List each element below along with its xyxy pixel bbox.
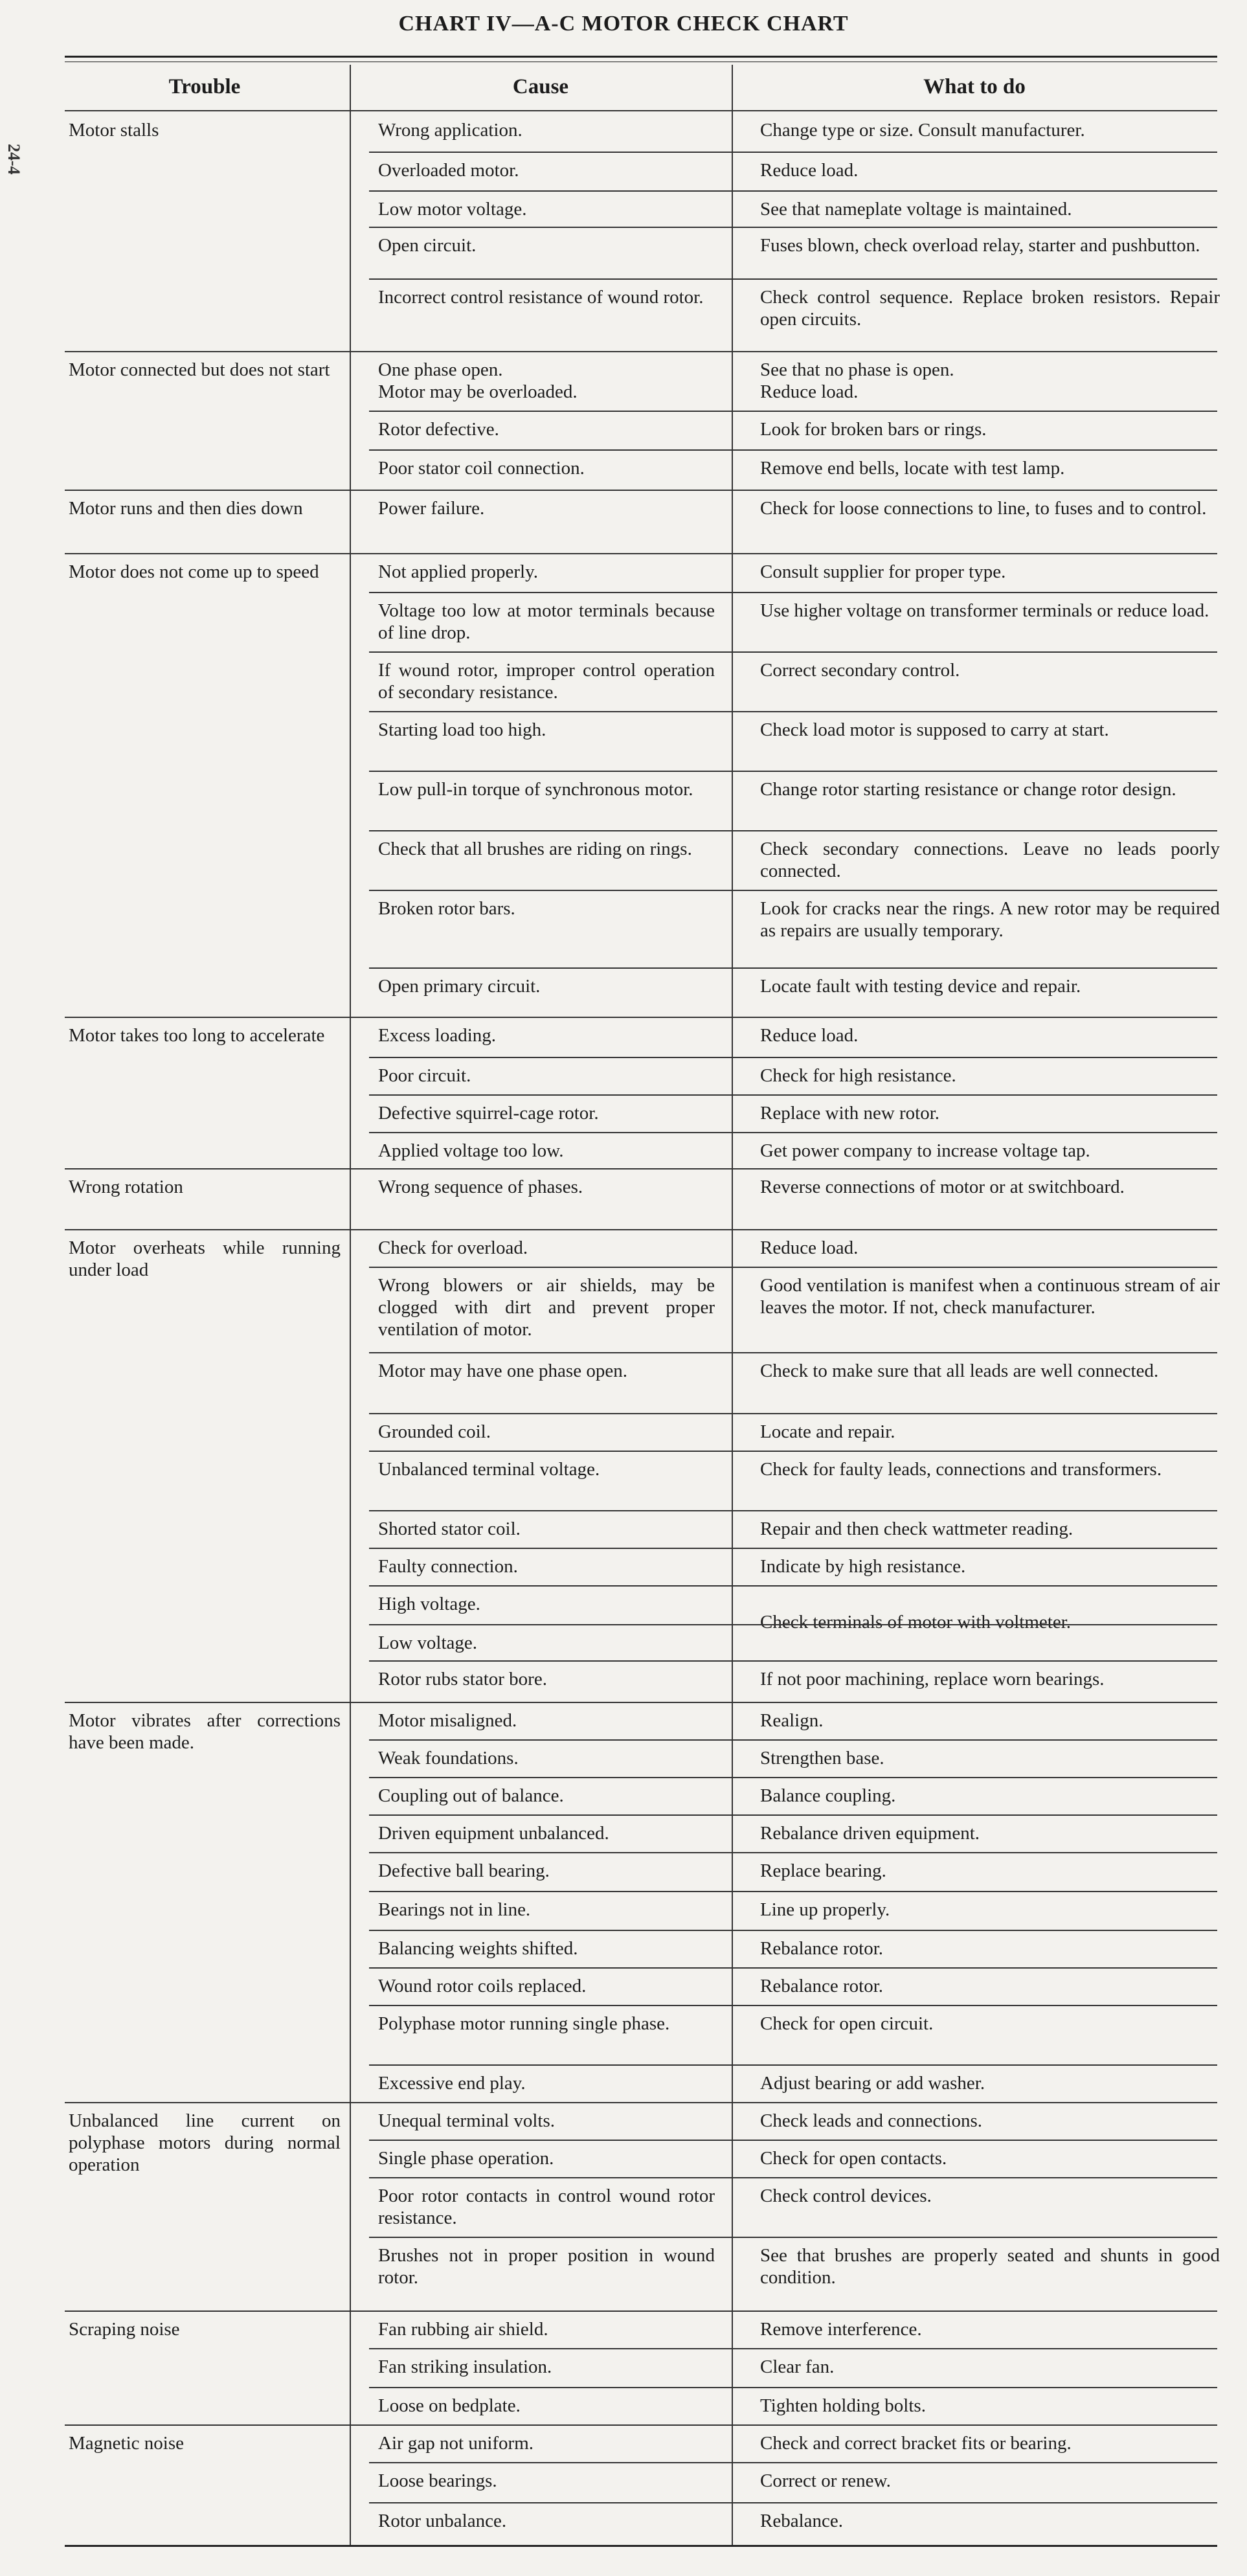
what-to-do-cell: Fuses blown, check overload relay, starter and pushbutton.	[760, 235, 1200, 256]
row-rule	[369, 278, 1217, 280]
row-rule	[369, 1413, 1217, 1414]
what-to-do-cell: Locate fault with testing device and repair.	[760, 976, 1081, 997]
what-to-do-cell: Tighten holding bolts.	[760, 2395, 926, 2416]
what-to-do-cell: Check terminals of motor with voltmeter.	[760, 1612, 1072, 1633]
what-to-do-cell: Check control sequence. Replace broken resistors. Repair open circuits.	[760, 287, 1220, 330]
row-rule	[369, 1624, 1217, 1625]
row-rule	[369, 411, 1217, 412]
row-rule	[369, 1132, 1217, 1133]
what-to-do-cell: Check to make sure that all leads are well connected.	[760, 1361, 1159, 1381]
row-rule	[65, 1229, 1217, 1230]
what-to-do-cell: Check secondary connections. Leave no leads poorly connected.	[760, 839, 1220, 881]
row-rule	[369, 2502, 1217, 2503]
trouble-label: Unbalanced line current on polyphase motors during normal operation	[69, 2110, 341, 2175]
trouble-label: Motor runs and then dies down	[69, 498, 303, 519]
what-to-do-cell: Balance coupling.	[760, 1785, 896, 1806]
what-to-do-cell: Indicate by high resistance.	[760, 1556, 966, 1577]
cause-cell: Single phase operation.	[378, 2148, 554, 2169]
row-rule	[369, 890, 1217, 891]
row-rule	[369, 2348, 1217, 2349]
trouble-label: Motor stalls	[69, 120, 159, 141]
cause-cell: Loose bearings.	[378, 2470, 497, 2491]
what-to-do-cell: Rebalance rotor.	[760, 1976, 884, 1996]
trouble-label: Motor vibrates after corrections have been made.	[69, 1710, 341, 1753]
row-rule	[369, 771, 1217, 772]
cause-cell: Wrong application.	[378, 120, 522, 141]
cause-cell: Defective ball bearing.	[378, 1860, 550, 1881]
row-rule	[65, 490, 1217, 491]
what-to-do-cell: See that brushes are properly seated and shunts in good condition.	[760, 2245, 1220, 2288]
what-to-do-cell: Check for open circuit.	[760, 2013, 934, 2034]
cause-cell: Poor rotor contacts in control wound rotor resistance.	[378, 2186, 715, 2228]
cause-cell: Not applied properly.	[378, 561, 538, 582]
row-rule	[65, 2424, 1217, 2426]
row-rule	[369, 1267, 1217, 1268]
top-rule	[65, 56, 1217, 62]
trouble-label: Motor overheats while running under load	[69, 1237, 341, 1280]
row-rule	[65, 2310, 1217, 2312]
cause-cell: Wrong blowers or air shields, may be clogged with dirt and prevent proper ventilation of motor.	[378, 1275, 715, 1340]
cause-cell: Air gap not uniform.	[378, 2433, 534, 2454]
cause-cell: Wound rotor coils replaced.	[378, 1976, 587, 1996]
row-rule	[369, 152, 1217, 153]
row-rule	[369, 1548, 1217, 1549]
row-rule	[369, 2387, 1217, 2388]
cause-cell: High voltage.	[378, 1594, 480, 1614]
cause-cell: Overloaded motor.	[378, 160, 519, 181]
what-to-do-cell: See that nameplate voltage is maintained.	[760, 199, 1072, 220]
cause-cell: Brushes not in proper position in wound rotor.	[378, 2245, 715, 2288]
cause-cell: Balancing weights shifted.	[378, 1938, 578, 1959]
what-to-do-cell: Remove end bells, locate with test lamp.	[760, 458, 1065, 479]
cause-cell: Broken rotor bars.	[378, 898, 515, 919]
what-to-do-cell: Use higher voltage on transformer terminals or reduce load.	[760, 600, 1209, 621]
what-to-do-cell: Correct secondary control.	[760, 660, 960, 681]
row-rule	[369, 711, 1217, 712]
what-to-do-cell: Change rotor starting resistance or change rotor design.	[760, 779, 1176, 800]
trouble-label: Motor connected but does not start	[69, 359, 330, 380]
cause-cell: Driven equipment unbalanced.	[378, 1823, 609, 1844]
what-to-do-cell: Change type or size. Consult manufacturer.	[760, 120, 1085, 141]
row-rule	[369, 1585, 1217, 1587]
row-rule	[65, 351, 1217, 352]
cause-cell: Coupling out of balance.	[378, 1785, 564, 1806]
what-to-do-cell: Check for loose connections to line, to fuses and to control.	[760, 498, 1207, 519]
trouble-label: Magnetic noise	[69, 2433, 184, 2454]
row-rule	[369, 1094, 1217, 1096]
row-rule	[369, 1739, 1217, 1741]
what-to-do-cell: Realign.	[760, 1710, 824, 1731]
row-rule	[369, 1352, 1217, 1353]
what-to-do-cell: Check for faulty leads, connections and transformers.	[760, 1459, 1162, 1480]
what-to-do-cell: Rebalance driven equipment.	[760, 1823, 980, 1844]
what-to-do-cell: Check load motor is supposed to carry at start.	[760, 719, 1109, 740]
cause-cell: Low motor voltage.	[378, 199, 527, 220]
cause-cell: Unbalanced terminal voltage.	[378, 1459, 600, 1480]
cause-cell: Defective squirrel-cage rotor.	[378, 1103, 599, 1124]
cause-cell: Check for overload.	[378, 1237, 528, 1258]
row-rule	[369, 2177, 1217, 2178]
page-number: 24-4	[5, 144, 23, 175]
cause-cell: Shorted stator coil.	[378, 1519, 521, 1539]
cause-cell: Motor may have one phase open.	[378, 1361, 627, 1381]
what-to-do-cell: Locate and repair.	[760, 1421, 895, 1442]
cause-cell: Low voltage.	[378, 1633, 478, 1653]
what-to-do-cell: Remove interference.	[760, 2319, 922, 2340]
row-rule	[65, 1017, 1217, 1018]
row-rule	[369, 651, 1217, 653]
row-rule	[369, 1814, 1217, 1816]
what-to-do-cell: Repair and then check wattmeter reading.	[760, 1519, 1073, 1539]
cause-cell: Rotor defective.	[378, 419, 499, 440]
column-divider	[350, 65, 351, 2545]
cause-cell: Polyphase motor running single phase.	[378, 2013, 670, 2034]
what-to-do-cell: Reduce load.	[760, 1237, 859, 1258]
cause-cell: Applied voltage too low.	[378, 1140, 564, 1161]
bottom-rule	[65, 2545, 1217, 2547]
what-to-do-cell: Reverse connections of motor or at switchboard.	[760, 1177, 1125, 1197]
row-rule	[369, 2005, 1217, 2006]
what-to-do-cell: Consult supplier for proper type.	[760, 561, 1006, 582]
row-rule	[65, 553, 1217, 554]
column-header-cause: Cause	[512, 75, 569, 98]
what-to-do-cell: Strengthen base.	[760, 1748, 884, 1768]
row-rule	[369, 1930, 1217, 1931]
what-to-do-cell: Reduce load.	[760, 1025, 859, 1046]
cause-cell: Weak foundations.	[378, 1748, 519, 1768]
cause-cell: Low pull-in torque of synchronous motor.	[378, 779, 693, 800]
cause-cell: If wound rotor, improper control operation of secondary resistance.	[378, 660, 715, 703]
cause-cell: Open primary circuit.	[378, 976, 541, 997]
what-to-do-cell: Get power company to increase voltage tap.	[760, 1140, 1090, 1161]
row-rule	[369, 2064, 1217, 2066]
what-to-do-cell: Check control devices.	[760, 2186, 932, 2206]
column-header-what-to-do: What to do	[923, 75, 1026, 98]
row-rule	[369, 1891, 1217, 1892]
cause-cell: Starting load too high.	[378, 719, 546, 740]
cause-cell: Check that all brushes are riding on rings.	[378, 839, 692, 859]
row-rule	[369, 190, 1217, 192]
what-to-do-cell: Correct or renew.	[760, 2470, 891, 2491]
what-to-do-cell: Replace with new rotor.	[760, 1103, 940, 1124]
row-rule	[369, 967, 1217, 969]
cause-cell: Unequal terminal volts.	[378, 2110, 556, 2131]
what-to-do-cell: Check for open contacts.	[760, 2148, 947, 2169]
cause-cell: Poor circuit.	[378, 1065, 471, 1086]
row-rule	[369, 2237, 1217, 2238]
cause-cell: Rotor rubs stator bore.	[378, 1669, 547, 1689]
what-to-do-cell: If not poor machining, replace worn bearings.	[760, 1669, 1105, 1689]
what-to-do-cell: Good ventilation is manifest when a continuous stream of air leaves the motor. If not, check manufacturer.	[760, 1275, 1220, 1318]
what-to-do-cell: Rebalance rotor.	[760, 1938, 884, 1959]
chart-title: CHART IV—A-C MOTOR CHECK CHART	[398, 12, 849, 36]
what-to-do-cell: Check and correct bracket fits or bearing.	[760, 2433, 1072, 2454]
row-rule	[369, 227, 1217, 228]
column-divider	[732, 65, 733, 2545]
cause-cell: Faulty connection.	[378, 1556, 518, 1577]
what-to-do-cell: Replace bearing.	[760, 1860, 886, 1881]
row-rule	[369, 1660, 1217, 1662]
what-to-do-cell: Clear fan.	[760, 2356, 835, 2377]
what-to-do-cell: Check leads and connections.	[760, 2110, 983, 2131]
trouble-label: Wrong rotation	[69, 1177, 183, 1197]
cause-cell: Power failure.	[378, 498, 485, 519]
cause-cell: Wrong sequence of phases.	[378, 1177, 583, 1197]
what-to-do-cell: Check for high resistance.	[760, 1065, 956, 1086]
cause-cell: Fan striking insulation.	[378, 2356, 552, 2377]
cause-cell: Grounded coil.	[378, 1421, 491, 1442]
header-rule	[65, 110, 1217, 111]
row-rule	[369, 1510, 1217, 1511]
what-to-do-cell: Look for broken bars or rings.	[760, 419, 987, 440]
trouble-label: Motor takes too long to accelerate	[69, 1025, 325, 1046]
row-rule	[65, 1168, 1217, 1169]
what-to-do-cell: See that no phase is open. Reduce load.	[760, 359, 954, 402]
row-rule	[369, 1451, 1217, 1452]
cause-cell: Fan rubbing air shield.	[378, 2319, 548, 2340]
cause-cell: Motor misaligned.	[378, 1710, 517, 1731]
what-to-do-cell: Line up properly.	[760, 1899, 890, 1920]
cause-cell: Voltage too low at motor terminals because of line drop.	[378, 600, 715, 643]
cause-cell: Open circuit.	[378, 235, 477, 256]
row-rule	[369, 830, 1217, 831]
cause-cell: Excess loading.	[378, 1025, 497, 1046]
row-rule	[369, 1777, 1217, 1778]
what-to-do-cell: Look for cracks near the rings. A new rotor may be required as repairs are usually temporary.	[760, 898, 1220, 941]
row-rule	[369, 1057, 1217, 1058]
what-to-do-cell: Adjust bearing or add washer.	[760, 2073, 985, 2094]
trouble-label: Motor does not come up to speed	[69, 561, 319, 582]
row-rule	[369, 449, 1217, 451]
cause-cell: Loose on bedplate.	[378, 2395, 521, 2416]
cause-cell: Excessive end play.	[378, 2073, 526, 2094]
row-rule	[65, 2102, 1217, 2103]
what-to-do-cell: Reduce load.	[760, 160, 859, 181]
cause-cell: One phase open. Motor may be overloaded.	[378, 359, 578, 402]
cause-cell: Bearings not in line.	[378, 1899, 531, 1920]
row-rule	[369, 592, 1217, 593]
cause-cell: Rotor unbalance.	[378, 2511, 507, 2531]
column-header-trouble: Trouble	[168, 75, 241, 98]
row-rule	[65, 1702, 1217, 1703]
row-rule	[369, 2140, 1217, 2141]
row-rule	[369, 1967, 1217, 1969]
cause-cell: Incorrect control resistance of wound rotor.	[378, 287, 704, 308]
what-to-do-cell: Rebalance.	[760, 2511, 844, 2531]
trouble-label: Scraping noise	[69, 2319, 180, 2340]
row-rule	[369, 1852, 1217, 1853]
cause-cell: Poor stator coil connection.	[378, 458, 585, 479]
row-rule	[369, 2462, 1217, 2463]
